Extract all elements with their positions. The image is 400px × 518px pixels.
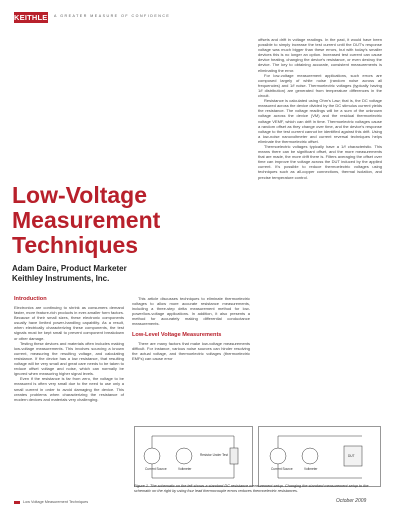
- title-line-2: Measurement: [12, 207, 161, 233]
- label-voltmeter-2: Voltmeter: [304, 467, 318, 471]
- paragraph: This article discusses techniques to eliminate thermoelectric voltages to allow more accurate resistance measurements, including a three-step delta measurement method for low-power/low-voltage applications. In addition, it also presents a method for accurately making differential conductance measurements.: [132, 296, 250, 327]
- tagline: A GREATER MEASURE OF CONFIDENCE: [54, 14, 171, 18]
- footer-mark: [14, 501, 20, 504]
- label-voltmeter: Voltmeter: [178, 467, 192, 471]
- paragraph: There are many factors that make low-voltage measurements difficult. For instance, various noise sources can hinder resolving the actual voltage, and thermoelectric voltages (thermoelectric EMFs) can cause error: [132, 340, 250, 361]
- paragraph: Even if the resistance is far from zero, the voltage to be measured is often very small due to the need to use only a small current in order to avoid damaging the device. This creates problems when characterizing the resistance of modern devices and materials very challenging.: [14, 376, 124, 402]
- label-resistor: Resistor Under Test: [200, 453, 228, 457]
- paragraph: Electronics are continuing to shrink as consumers demand faster, more feature-rich products in ever-smaller form factors. Because of their small sizes, these electronic components usually have limited power-handling capability. As a result, when electrically characterizing these components, the test signals must be kept small to prevent component breakdown or other damage.: [14, 305, 124, 341]
- resistor-symbol: [230, 448, 238, 464]
- current-source-symbol: [144, 448, 160, 464]
- footer-date: October 2009: [336, 498, 367, 504]
- footer-left: [14, 500, 88, 504]
- paragraph: Testing these devices and materials often includes making low-voltage measurements. This involves sourcing a known current, measuring the resulting voltage, and calculating resistance. If the device has a low resistance, that resulting voltage will be very small and great care needs to be taken to reduce offset voltage and noise, which can normally be ignored when measuring higher signal levels.: [14, 340, 124, 377]
- label-current-source-2: Current Source: [271, 467, 293, 471]
- label-dut: DUT: [348, 454, 355, 458]
- paragraph: Resistance is calculated using Ohm's Law; that is, the DC voltage measured across the device divided by the DC stimulus current yields the resistance. The voltage readings will be a sum of the unknown voltage across the device (VM) and the residual thermoelectric voltage VEMF, which can drift in time. Thermoelectric voltages cause a random offset as they change over time, and the device's response voltage to the test current cannot be identified against this drift. Using a low-noise nanovoltmeter and current reversal techniques helps eliminate the thermoelectric offset.: [258, 98, 382, 144]
- column-1: [14, 296, 124, 402]
- paragraph: For low-voltage measurement applications, such errors are composed largely of white noise (random noise across all frequencies) and 1/f noise. Thermoelectric voltages (typically having 1/f distribution) are generated from temperature differences in the circuit.: [258, 72, 382, 99]
- keithley-logo: KEITHLEY: [14, 13, 53, 22]
- label-current-source: Current Source: [145, 467, 167, 471]
- figure-caption: Figure 1. The schematic on the left shows a standard DC resistance measurement setup. Changing the standard measurement setup to the schematic on the right by using four lead thermocouple errors reduces thermoelectric resistances.: [134, 484, 369, 493]
- footer-left-text: Low Voltage Measurement Techniques: [23, 500, 89, 504]
- author-block: [12, 264, 192, 284]
- paragraph: Thermoelectric voltages typically have a 1/f characteristic. This means there can be significant offset, and the more measurements that are made, the more drift there is. Filters averaging the offset over time can improve the voltage across the DUT induced by the applied current. It's possible to reduce thermoelectric voltages using techniques such as all-copper connections, thermal isolation, and precise temperature control.: [258, 143, 382, 180]
- title-line-1: Low-Voltage: [12, 182, 148, 208]
- column-2: [132, 296, 250, 361]
- author-name: Adam Daire, Product Marketer: [12, 264, 127, 273]
- voltmeter-symbol-2: [302, 448, 318, 464]
- paragraph: offsets and drift in voltage readings. In the past, it would have been possible to simply increase the test current until the DUT's response voltage was much bigger than these errors, but with today's smaller devices this is no longer an option. Increased test current can cause device heating, changing the device's resistance, or even destroy the device. The key to obtaining accurate, consistent measurements is eliminating the error.: [258, 37, 382, 73]
- author-org: Keithley Instruments, Inc.: [12, 274, 110, 283]
- section-heading-introduction: Introduction: [14, 296, 47, 302]
- voltmeter-symbol: [176, 448, 192, 464]
- section-heading-low-level: Low-Level Voltage Measurements: [132, 331, 222, 338]
- article-title: [12, 183, 187, 258]
- column-3: [258, 37, 382, 180]
- title-line-3: Techniques: [12, 232, 139, 258]
- current-source-symbol-2: [270, 448, 286, 464]
